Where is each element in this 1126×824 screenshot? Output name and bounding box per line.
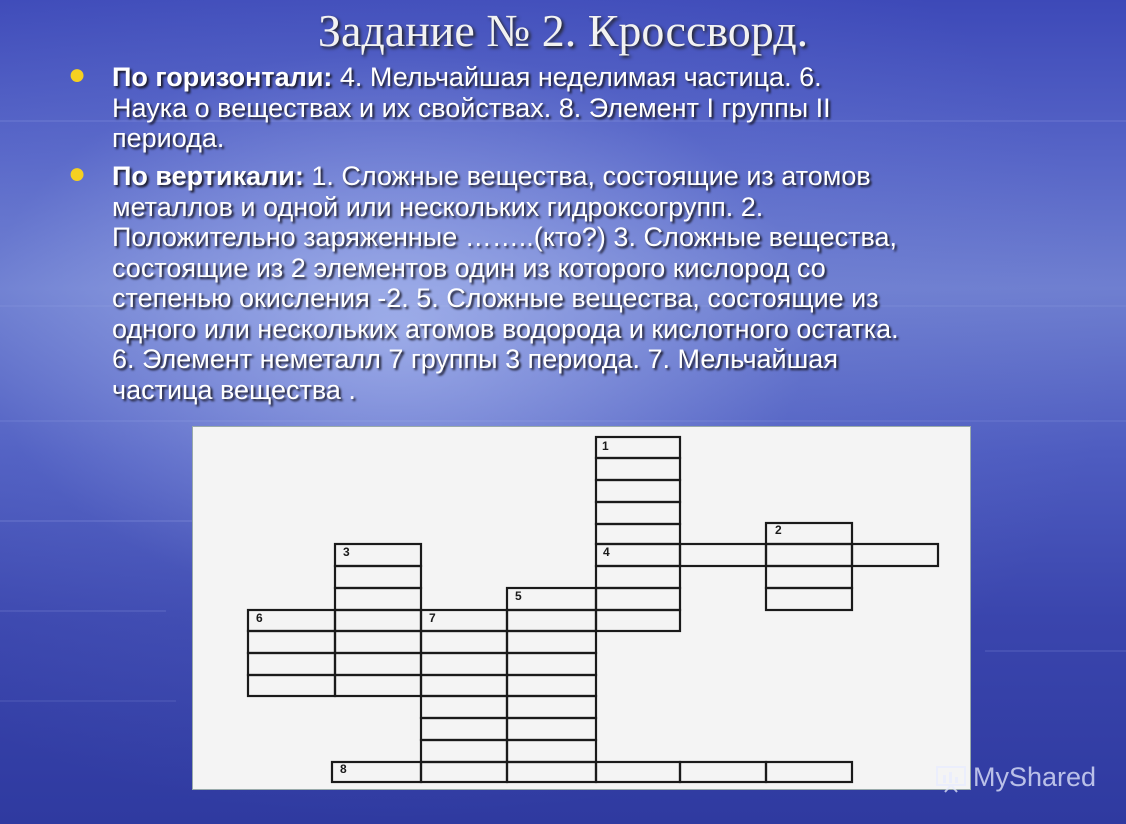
crossword-grid bbox=[193, 427, 972, 791]
crossword-cell bbox=[507, 696, 596, 718]
bullet-line: состоящие из 2 элементов один из которого кислород со bbox=[112, 252, 826, 283]
crossword-cell bbox=[766, 544, 852, 566]
bullet-vertical bbox=[68, 157, 1072, 405]
crossword-cell bbox=[421, 631, 507, 653]
bullet-line: 1. Сложные вещества, состоящие из атомов bbox=[303, 161, 871, 191]
crossword-cell bbox=[507, 675, 596, 696]
crossword-cell bbox=[596, 458, 680, 480]
crossword-cell bbox=[507, 653, 596, 675]
bullet-dot-icon: ● bbox=[68, 58, 87, 91]
crossword-cell bbox=[421, 653, 507, 675]
bullet-line: 6. Элемент неметалл 7 группы 3 периода. 7. Мельчайшая bbox=[112, 344, 838, 374]
bullet-line: металлов и одной или нескольких гидроксогрупп. 2. bbox=[112, 191, 764, 222]
crossword-cell bbox=[335, 653, 421, 675]
crossword-cell bbox=[596, 524, 680, 544]
crossword-cell bbox=[680, 544, 766, 566]
crossword-cell bbox=[507, 718, 596, 740]
bullet-line: Наука о веществах и их свойствах. 8. Элемент I группы II bbox=[112, 92, 831, 123]
bullet-line: периода. bbox=[112, 123, 225, 153]
crossword-cell bbox=[335, 588, 421, 610]
crossword-cell bbox=[507, 631, 596, 653]
crossword-cell bbox=[421, 696, 507, 718]
watermark-text: MyShared bbox=[973, 762, 1097, 792]
bullet-line: одного или нескольких атомов водорода и кислотного остатка. bbox=[112, 313, 899, 344]
clue-number-8: 8 bbox=[340, 762, 347, 776]
bullet-line: степенью окисления -2. 5. Сложные вещества, состоящие из bbox=[112, 283, 879, 313]
crossword-cell bbox=[335, 631, 421, 653]
crossword-cell bbox=[507, 762, 596, 782]
crossword-cell bbox=[421, 762, 507, 782]
crossword-cell bbox=[596, 502, 680, 524]
crossword-cell bbox=[421, 718, 507, 740]
clue-number-5: 5 bbox=[515, 589, 522, 603]
crossword-cell bbox=[248, 631, 335, 653]
crossword-cell bbox=[766, 588, 852, 610]
crossword-cell bbox=[421, 675, 507, 696]
crossword-cell bbox=[248, 653, 335, 675]
bullet-line: частица вещества . bbox=[112, 374, 356, 405]
clue-number-6: 6 bbox=[256, 611, 263, 625]
bullet-horizontal bbox=[68, 58, 1072, 154]
crossword-cell bbox=[335, 675, 421, 696]
crossword-cell bbox=[335, 610, 421, 631]
crossword-cell bbox=[680, 762, 766, 782]
clue-number-7: 7 bbox=[429, 611, 436, 625]
crossword-cell bbox=[596, 588, 680, 610]
crossword-cell bbox=[766, 566, 852, 588]
presentation-icon bbox=[935, 763, 969, 793]
clue-number-4: 4 bbox=[603, 545, 610, 559]
bullet-dot-icon: ● bbox=[68, 157, 87, 190]
crossword-panel bbox=[192, 426, 971, 790]
bullet-line: Положительно заряженные ……..(кто?) 3. Сложные вещества, bbox=[112, 222, 898, 252]
crossword-cell bbox=[766, 762, 852, 782]
clue-number-3: 3 bbox=[343, 545, 350, 559]
crossword-cell bbox=[596, 762, 680, 782]
crossword-cell bbox=[507, 610, 596, 631]
slide-title: Задание № 2. Кроссворд. bbox=[317, 5, 809, 56]
clue-number-2: 2 bbox=[775, 523, 782, 537]
crossword-cell bbox=[248, 675, 335, 696]
crossword-cell bbox=[596, 566, 680, 588]
bullet-label: По вертикали: bbox=[112, 161, 304, 191]
bullet-line: 4. Мельчайшая неделимая частица. 6. bbox=[332, 62, 822, 92]
bullet-label: По горизонтали: bbox=[112, 62, 333, 92]
crossword-cell bbox=[421, 740, 507, 762]
clue-number-1: 1 bbox=[602, 439, 609, 453]
crossword-cell bbox=[596, 610, 680, 631]
crossword-cell bbox=[852, 544, 938, 566]
crossword-cell bbox=[596, 480, 680, 502]
crossword-cell bbox=[335, 566, 421, 588]
watermark bbox=[935, 762, 1096, 793]
crossword-cell bbox=[507, 740, 596, 762]
